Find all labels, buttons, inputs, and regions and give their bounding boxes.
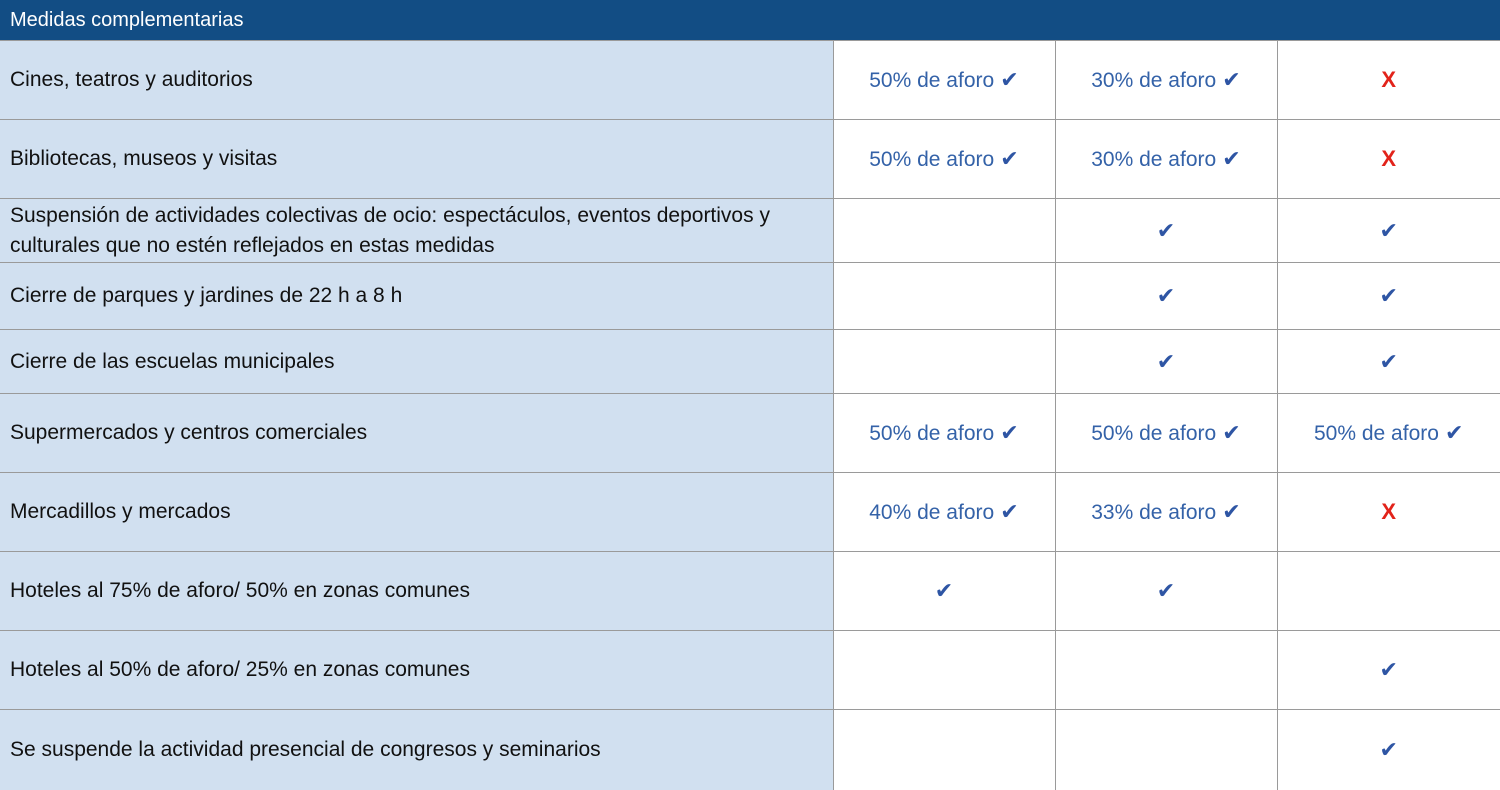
check-icon: ✔ [1379,348,1398,374]
level-cell [833,199,1055,263]
check-icon: ✔ [934,578,954,603]
level-cell [1277,631,1500,710]
table-row [0,41,1500,120]
check-icon: ✔ [1156,348,1176,374]
table-row [0,631,1500,710]
level-cell [1277,330,1500,394]
capacity-text: 50% de aforo [869,69,995,92]
table-row [0,330,1500,394]
level-cell [833,41,1055,120]
capacity-text: 50% de aforo [1314,422,1439,445]
header-spacer [1277,0,1500,41]
check-icon: ✔ [994,67,1019,92]
level-cell [833,120,1055,199]
level-cell [1055,120,1277,199]
level-cell [833,263,1055,330]
check-icon: ✔ [1156,578,1176,603]
row-label: Supermercados y centros comerciales [0,394,833,473]
capacity-text: 50% de aforo [869,148,995,171]
header-row [0,0,1500,41]
check-icon: ✔ [994,499,1019,524]
level-cell [1055,199,1277,263]
check-icon: ✔ [1156,283,1176,308]
check-icon: ✔ [1379,283,1398,308]
level-cell [1055,631,1277,710]
level-cell [1277,710,1500,790]
header-spacer [833,0,1055,41]
capacity-text: 40% de aforo [869,501,995,524]
table-row [0,120,1500,199]
cross-icon: X [1381,67,1397,92]
capacity-text: 30% de aforo [1091,148,1217,171]
table-row [0,199,1500,263]
cross-icon: X [1381,499,1397,524]
level-cell [833,552,1055,631]
level-cell [1277,552,1500,631]
check-icon: ✔ [1216,67,1241,92]
table-row [0,394,1500,473]
level-cell [1055,330,1277,394]
row-label: Mercadillos y mercados [0,473,833,552]
check-icon: ✔ [1216,420,1241,445]
check-icon: ✔ [1379,657,1398,682]
level-cell [1277,394,1500,473]
row-label: Cines, teatros y auditorios [0,41,833,120]
level-cell [1055,710,1277,790]
level-cell [1055,263,1277,330]
check-icon: ✔ [994,146,1019,171]
level-cell [1277,473,1500,552]
check-icon: ✔ [1216,499,1241,524]
capacity-text: 50% de aforo [869,422,995,445]
table-row [0,710,1500,790]
level-cell [1277,199,1500,263]
row-label: Cierre de las escuelas municipales [0,330,833,394]
row-label: Cierre de parques y jardines de 22 h a 8 h [0,263,833,330]
check-icon: ✔ [1438,420,1464,445]
check-icon: ✔ [1216,146,1241,171]
capacity-text: 50% de aforo [1091,422,1217,445]
check-icon: ✔ [1379,736,1398,762]
level-cell [833,473,1055,552]
row-label: Hoteles al 75% de aforo/ 50% en zonas comunes [0,552,833,631]
table-row [0,473,1500,552]
row-label: Hoteles al 50% de aforo/ 25% en zonas comunes [0,631,833,710]
header-spacer [1055,0,1277,41]
level-cell [1055,552,1277,631]
row-label: Se suspende la actividad presencial de congresos y seminarios [0,710,833,790]
check-icon: ✔ [1156,217,1176,243]
level-cell [1277,120,1500,199]
header-title: Medidas complementarias [0,0,833,41]
level-cell [1055,41,1277,120]
capacity-text: 33% de aforo [1091,501,1217,524]
level-cell [833,330,1055,394]
level-cell [1277,263,1500,330]
table-row [0,263,1500,330]
capacity-text: 30% de aforo [1091,69,1217,92]
row-label: Suspensión de actividades colectivas de ocio: espectáculos, eventos deportivos y culturales que no estén reflejados en estas medidas [0,199,833,263]
check-icon: ✔ [994,420,1019,445]
level-cell [833,710,1055,790]
level-cell [1277,41,1500,120]
level-cell [1055,394,1277,473]
level-cell [833,631,1055,710]
level-cell [1055,473,1277,552]
table-body [0,41,1500,790]
check-icon: ✔ [1379,217,1398,243]
level-cell [833,394,1055,473]
cross-icon: X [1381,146,1397,171]
table-row [0,552,1500,631]
row-label: Bibliotecas, museos y visitas [0,120,833,199]
